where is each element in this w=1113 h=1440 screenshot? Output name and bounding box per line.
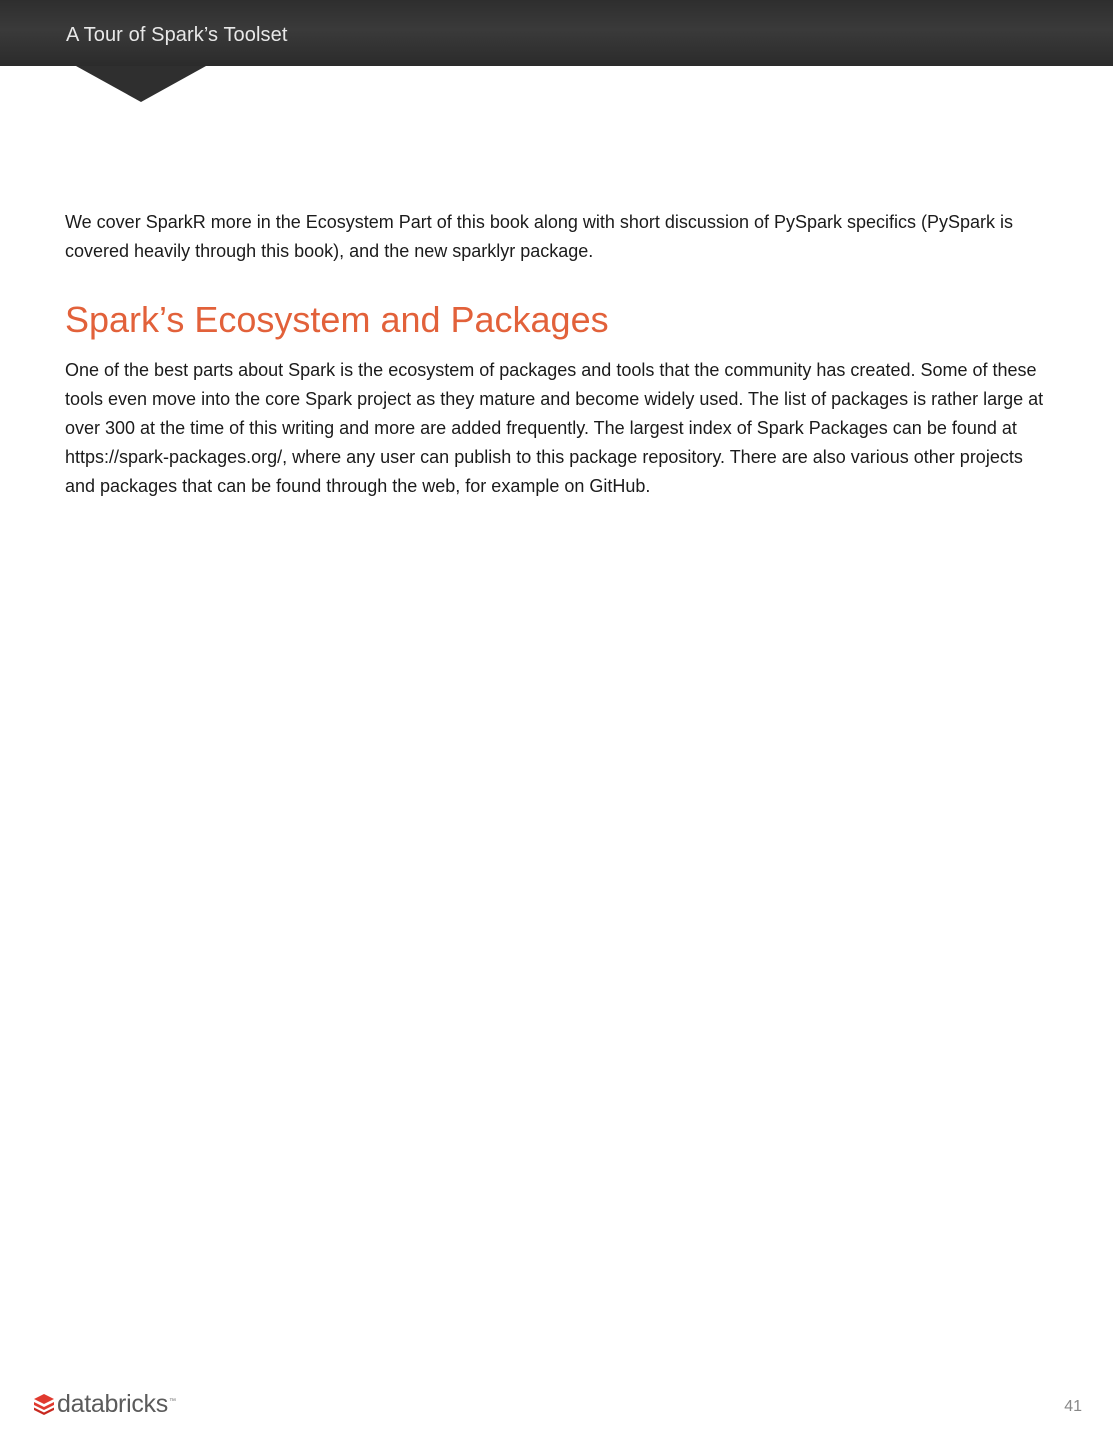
page-number: 41 xyxy=(1064,1398,1082,1415)
chapter-title: A Tour of Spark’s Toolset xyxy=(66,24,288,46)
intro-paragraph: We cover SparkR more in the Ecosystem Part of this book along with short discussion of PySpark specifics (PySpark is covered heavily through this book), and the new sparklyr package. xyxy=(65,212,1014,261)
section-heading: Spark’s Ecosystem and Packages xyxy=(65,299,609,340)
chapter-header-bar xyxy=(0,0,1113,66)
page-content xyxy=(65,208,1050,501)
logo-wordmark: databricks xyxy=(57,1389,168,1418)
header-notch-decoration xyxy=(76,66,206,102)
databricks-stack-icon xyxy=(33,1393,55,1415)
logo-trademark: ™ xyxy=(168,1398,176,1405)
databricks-logo xyxy=(33,1388,176,1420)
section-paragraph: One of the best parts about Spark is the ecosystem of packages and tools that the community has created. Some of these tools even move into the core Spark project as they mature and become widely used. The list of packages is rather large at over 300 at the time of this writing and more are added frequently. The largest index of Spark Packages can be found at https://spark-packages.org/, where any user can publish to this package repository. There are also various other projects and packages that can be found through the web, for example on GitHub. xyxy=(65,360,1044,496)
